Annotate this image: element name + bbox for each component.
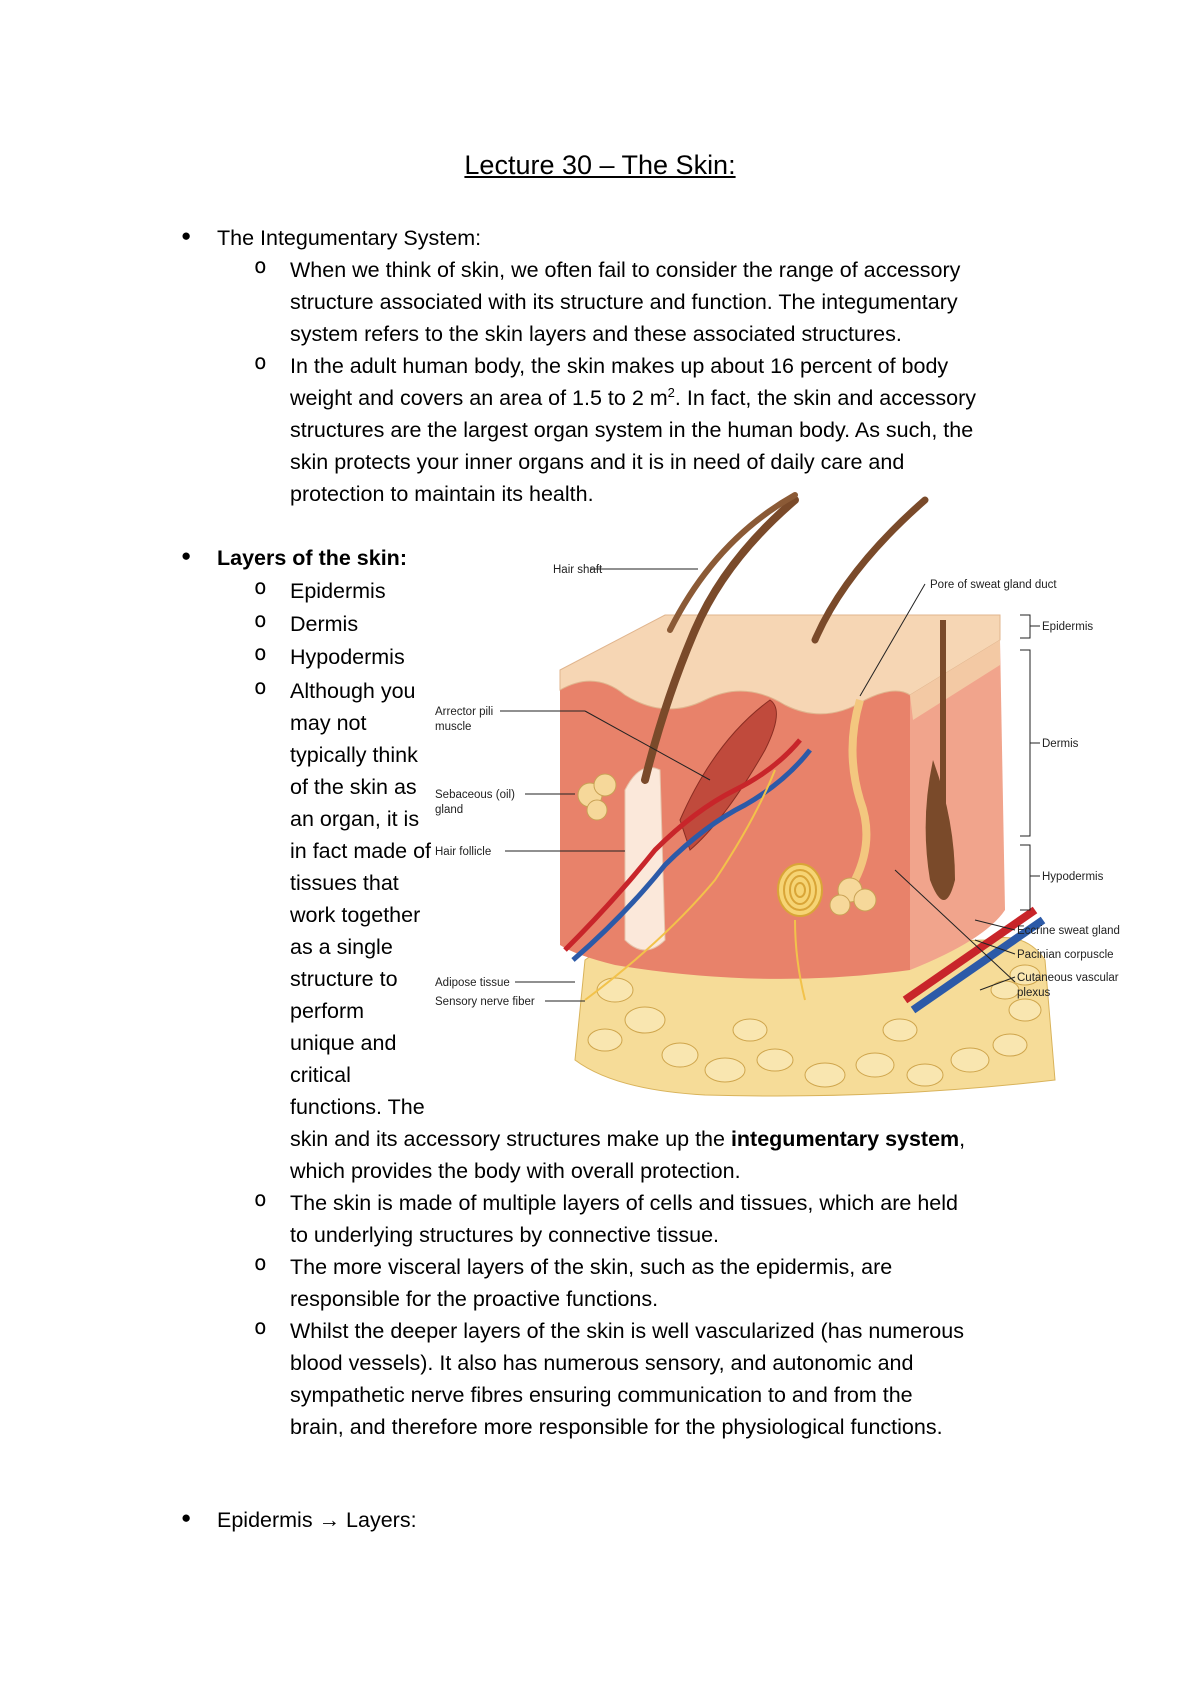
circle-bullet-icon: o (254, 1187, 267, 1211)
paragraph-line: as a single (290, 935, 393, 959)
paragraph-line: which provides the body with overall protection. (290, 1159, 741, 1183)
label-arrector-pili-2: muscle (435, 721, 472, 733)
section-heading: The Integumentary System: (217, 226, 482, 250)
paragraph-line: structure to (290, 967, 398, 991)
paragraph-line: structure associated with its structure and function. The integumentary (290, 290, 958, 314)
paragraph-line: blood vessels). It also has numerous sensory, and autonomic and (290, 1351, 914, 1375)
paragraph-line: may not (290, 711, 367, 735)
paragraph-line: In the adult human body, the skin makes up about 16 percent of body (290, 354, 949, 378)
paragraph-line: critical (290, 1063, 351, 1087)
text-span: Layers: (340, 1508, 417, 1532)
paragraph-line: unique and (290, 1031, 397, 1055)
circle-bullet-icon: o (254, 350, 267, 374)
label-dermis: Dermis (1042, 738, 1079, 750)
paragraph-line: an organ, it is (290, 807, 420, 831)
paragraph-line: tissues that (290, 871, 399, 895)
paragraph-line: brain, and therefore more responsible for the physiological functions. (290, 1415, 943, 1439)
paragraph-line: perform (290, 999, 365, 1023)
label-cutaneous-vascular-plexus-2: plexus (1017, 987, 1051, 999)
label-hair-shaft: Hair shaft (553, 564, 603, 576)
page-title: Lecture 30 – The Skin: (464, 150, 736, 180)
paragraph-line: in fact made of (290, 839, 432, 863)
text-span: Epidermis (217, 1508, 313, 1532)
paragraph-line: typically think (290, 743, 418, 767)
bullet-icon: ● (181, 1508, 192, 1527)
paragraph-line: The more visceral layers of the skin, such as the epidermis, are (290, 1255, 893, 1279)
paragraph-line: sympathetic nerve fibres ensuring communication to and from the (290, 1383, 913, 1407)
list-item: Epidermis (290, 579, 386, 603)
paragraph-line: Whilst the deeper layers of the skin is well vascularized (has numerous (290, 1319, 964, 1343)
text-span: . In fact, the skin and accessory (674, 386, 977, 410)
arrow-icon: → (318, 1508, 341, 1532)
label-hypodermis: Hypodermis (1042, 871, 1104, 883)
text-span: weight and covers an area of 1.5 to 2 m (290, 386, 668, 410)
section-heading (217, 1504, 417, 1536)
label-arrector-pili: Arrector pili (435, 706, 494, 718)
skin-diagram (435, 520, 1200, 1100)
paragraph-line: protection to maintain its health. (290, 482, 594, 506)
paragraph-line: responsible for the proactive functions. (290, 1287, 659, 1311)
paragraph-line: functions. The (290, 1095, 425, 1119)
label-sensory-nerve-fiber: Sensory nerve fiber (435, 996, 535, 1008)
circle-bullet-icon: o (254, 641, 267, 665)
label-eccrine-sweat-gland: Eccrine sweat gland (1017, 925, 1120, 937)
paragraph-line: to underlying structures by connective tissue. (290, 1223, 720, 1247)
paragraph-line: skin protects your inner organs and it is in need of daily care and (290, 450, 905, 474)
text-span: skin and its accessory structures make up the (290, 1127, 731, 1151)
label-sebaceous-gland-2: gland (435, 804, 464, 816)
label-pacinian-corpuscle: Pacinian corpuscle (1017, 949, 1114, 961)
paragraph-line: The skin is made of multiple layers of cells and tissues, which are held (290, 1191, 959, 1215)
circle-bullet-icon: o (254, 1251, 267, 1275)
label-hair-follicle: Hair follicle (435, 846, 492, 858)
paragraph-line: Although you (290, 679, 416, 703)
label-sebaceous-gland: Sebaceous (oil) (435, 789, 515, 801)
paragraph-line: system refers to the skin layers and these associated structures. (290, 322, 902, 346)
bold-term: integumentary system (730, 1127, 960, 1151)
paragraph-line (290, 382, 976, 414)
label-pore-sweat-gland-duct: Pore of sweat gland duct (930, 579, 1057, 591)
superscript: 2 (667, 384, 675, 400)
bullet-icon: ● (181, 226, 192, 245)
label-adipose-tissue: Adipose tissue (435, 977, 510, 989)
paragraph-line (290, 1123, 965, 1155)
paragraph-line: When we think of skin, we often fail to consider the range of accessory (290, 258, 961, 282)
circle-bullet-icon: o (254, 1315, 267, 1339)
label-epidermis: Epidermis (1042, 621, 1094, 633)
paragraph-line: work together (290, 903, 421, 927)
section-heading: Layers of the skin: (217, 546, 407, 570)
paragraph-line: of the skin as (290, 775, 417, 799)
list-item: Dermis (290, 612, 359, 636)
label-cutaneous-vascular-plexus: Cutaneous vascular (1017, 972, 1119, 984)
circle-bullet-icon: o (254, 675, 267, 699)
pacinian-corpuscle (778, 864, 822, 916)
text-span: , (959, 1127, 966, 1151)
circle-bullet-icon: o (254, 254, 267, 278)
paragraph-line: structures are the largest organ system in the human body. As such, the (290, 418, 974, 442)
circle-bullet-icon: o (254, 608, 267, 632)
list-item: Hypodermis (290, 645, 405, 669)
circle-bullet-icon: o (254, 575, 267, 599)
bullet-icon: ● (181, 546, 192, 565)
